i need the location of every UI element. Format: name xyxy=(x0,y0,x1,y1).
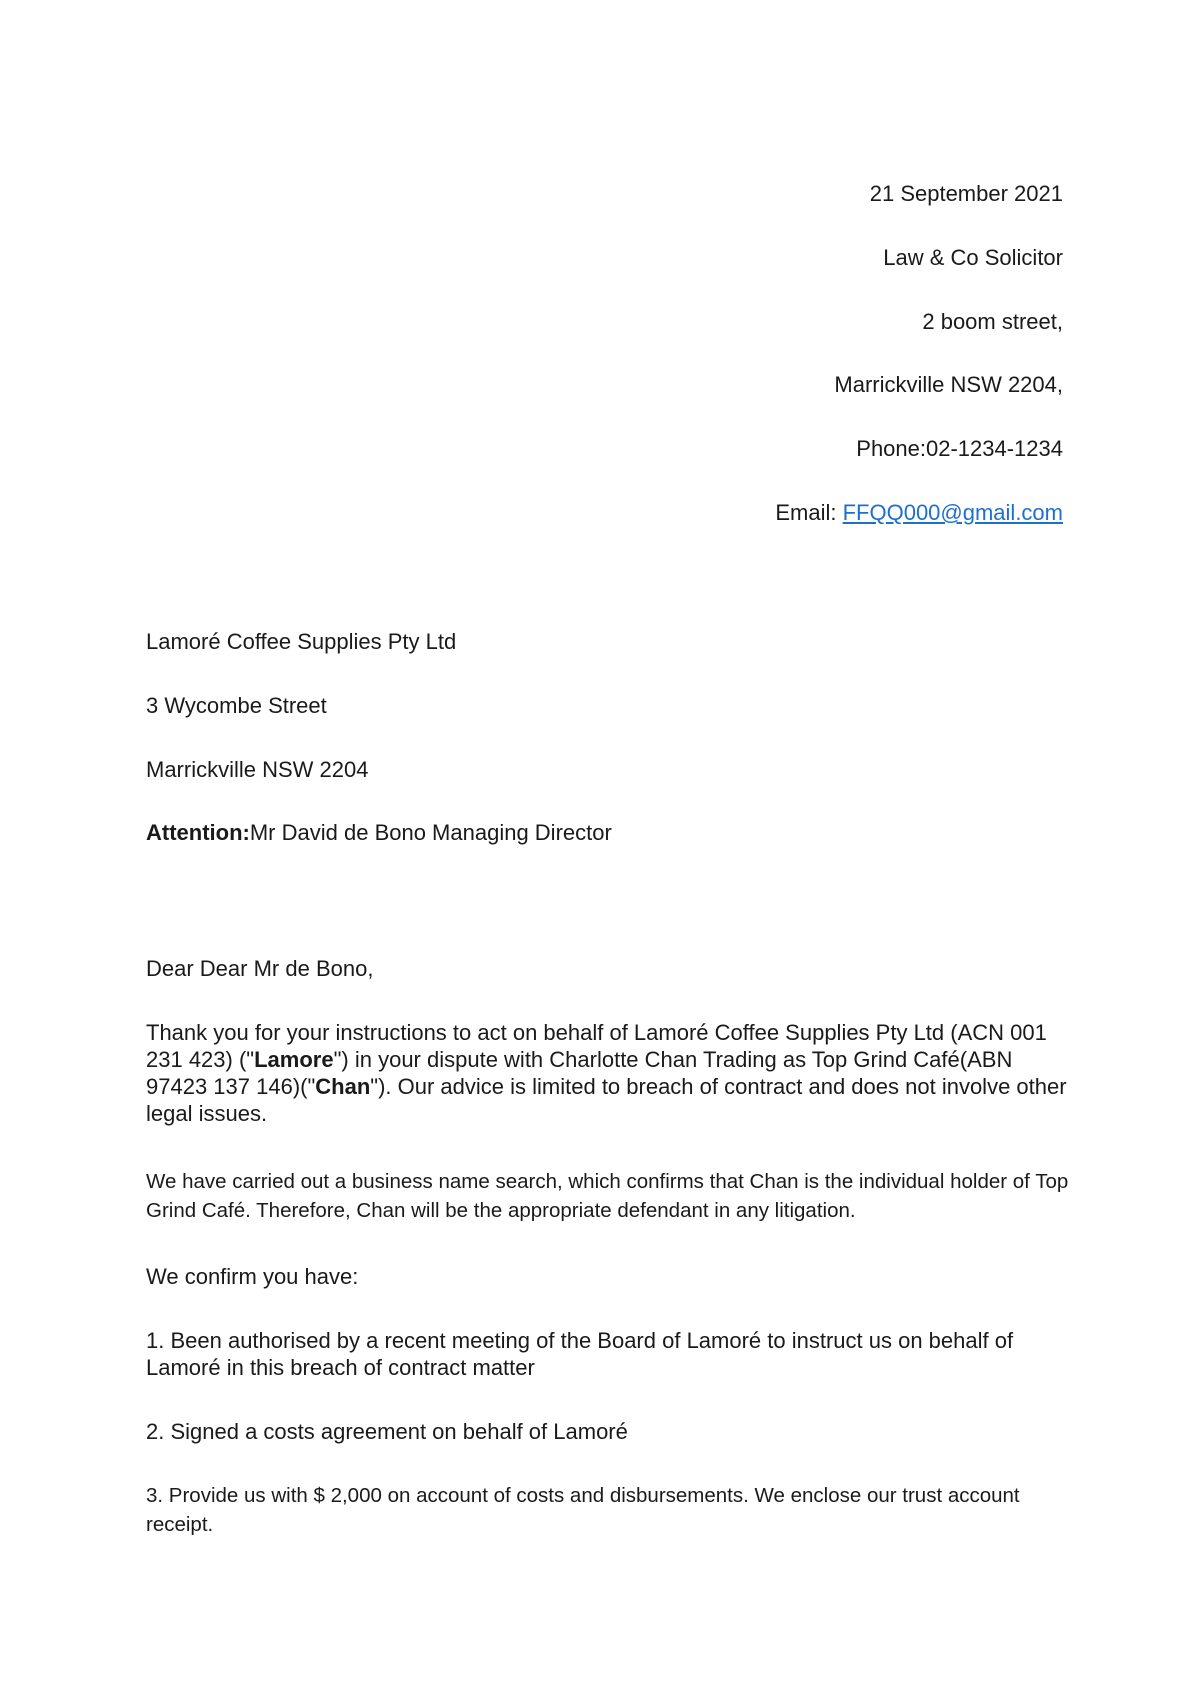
intro-text-1: Thank you for your instructions to act on behalf of Lamoré Coffee Supplies Pty Ltd (ACN 001 231 423) (" xyxy=(146,1020,1047,1072)
attention-label: Attention: xyxy=(146,820,250,845)
sender-email-link[interactable]: FFQQ000@gmail.com xyxy=(842,500,1063,525)
intro-text-3: "). Our advice is limited to breach of contract and does not involve other legal issues. xyxy=(146,1074,1067,1126)
list-item: 3. Provide us with $ 2,000 on account of costs and disbursements. We enclose our trust account receipt. xyxy=(146,1484,1020,1536)
attention-value: Mr David de Bono Managing Director xyxy=(249,820,612,845)
recipient-suburb: Marrickville NSW 2204 xyxy=(146,757,369,782)
sender-email-line xyxy=(775,499,1063,526)
recipient-street: 3 Wycombe Street xyxy=(146,693,327,718)
recipient-attention xyxy=(146,819,612,846)
intro-text-2: ") in your dispute with Charlotte Chan Trading as Top Grind Café(ABN 97423 137 146)(" xyxy=(146,1047,1013,1099)
sender-phone: Phone:02-1234-1234 xyxy=(856,436,1063,461)
list-item: 1. Been authorised by a recent meeting of the Board of Lamoré to instruct us on behalf of Lamoré in this breach of contract matter xyxy=(146,1328,1014,1380)
letter-date: 21 September 2021 xyxy=(869,181,1063,206)
intro-bold-chan: Chan xyxy=(315,1074,371,1099)
sender-street: 2 boom street, xyxy=(922,309,1063,334)
sender-email-label: Email: xyxy=(775,500,843,525)
list-item: 2. Signed a costs agreement on behalf of Lamoré xyxy=(146,1419,628,1444)
salutation: Dear Dear Mr de Bono, xyxy=(146,956,374,981)
intro-paragraph xyxy=(146,1019,1076,1127)
sender-firm: Law & Co Solicitor xyxy=(883,245,1063,270)
confirm-paragraph: We confirm you have: xyxy=(146,1264,359,1289)
intro-bold-lamore: Lamore xyxy=(254,1047,334,1072)
search-paragraph: We have carried out a business name search, which confirms that Chan is the individual holder of Top Grind Café. Therefore, Chan will be the appropriate defendant in any litigation. xyxy=(146,1170,1069,1222)
sender-suburb: Marrickville NSW 2204, xyxy=(834,372,1063,397)
recipient-company: Lamoré Coffee Supplies Pty Ltd xyxy=(146,629,457,654)
